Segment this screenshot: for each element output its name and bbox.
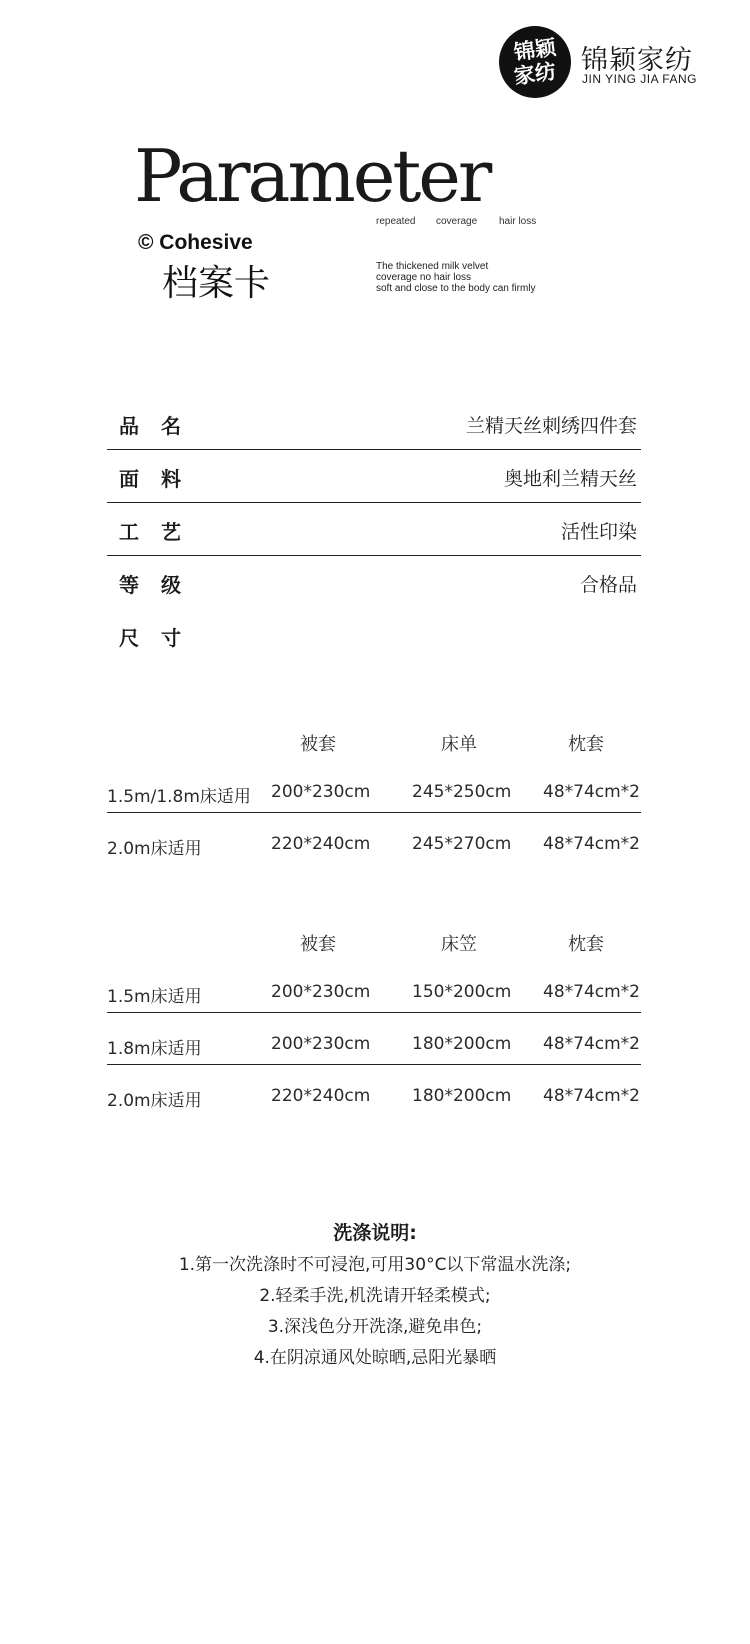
- param-row-name: [107, 396, 641, 450]
- parameter-title: Parameter: [134, 134, 490, 218]
- param-value: 活性印染: [560, 521, 637, 543]
- param-label: 尺寸: [119, 626, 203, 650]
- table-cell: 150*200cm: [412, 982, 512, 1002]
- archive-card-title: 档案卡: [162, 263, 271, 304]
- brand-seal-logo: [499, 26, 571, 98]
- table-cell: 220*240cm: [271, 834, 371, 854]
- param-value: 奥地利兰精天丝: [503, 468, 637, 490]
- table-cell: 48*74cm*2: [543, 782, 640, 802]
- table-cell: 200*230cm: [271, 1034, 371, 1054]
- table-divider: [107, 1064, 641, 1065]
- care-line-2: 2.轻柔手洗,机洗请开轻柔模式;: [259, 1286, 491, 1306]
- table-cell: 48*74cm*2: [543, 982, 640, 1002]
- care-line-4: 4.在阴凉通风处晾晒,忌阳光暴晒: [253, 1348, 497, 1368]
- table-cell: 200*230cm: [271, 982, 371, 1002]
- keyword-repeated: repeated: [376, 216, 416, 227]
- table-cell: 245*250cm: [412, 782, 512, 802]
- param-row-fabric: [107, 449, 641, 503]
- table-row-label: 1.5m/1.8m床适用: [107, 787, 251, 807]
- table-header-fitted-sheet: 床笠: [441, 934, 477, 955]
- brand-name-en: JIN YING JIA FANG: [582, 72, 697, 86]
- param-value: 合格品: [579, 574, 637, 596]
- table-row-label: 2.0m床适用: [107, 1091, 202, 1111]
- table-divider: [107, 1012, 641, 1013]
- table-row-label: 2.0m床适用: [107, 839, 202, 859]
- seal-text-top: 锦颖: [512, 34, 558, 65]
- care-line-3: 3.深浅色分开洗涤,避免串色;: [267, 1317, 483, 1337]
- table-header-duvet: 被套: [300, 934, 336, 955]
- table-header-sheet: 床单: [441, 734, 477, 755]
- param-label: 工艺: [119, 520, 203, 544]
- care-line-1: 1.第一次洗涤时不可浸泡,可用30°C以下常温水洗涤;: [178, 1255, 572, 1275]
- seal-text-bottom: 家纺: [512, 58, 558, 89]
- table-cell: 48*74cm*2: [543, 1034, 640, 1054]
- product-blurb: [376, 261, 596, 294]
- care-instructions-title: 洗涤说明:: [333, 1222, 417, 1244]
- param-label: 等级: [119, 573, 203, 597]
- param-row-grade: [107, 555, 641, 608]
- blurb-line-3: soft and close to the body can firmly: [376, 283, 536, 294]
- param-label: 品名: [119, 414, 203, 438]
- param-row-process: [107, 502, 641, 556]
- table-header-pillowcase: 枕套: [568, 734, 604, 755]
- table-header-pillowcase: 枕套: [568, 934, 604, 955]
- keyword-hair-loss: hair loss: [499, 216, 537, 227]
- keyword-coverage: coverage: [436, 216, 478, 227]
- size-table-flat-sheet: [107, 720, 641, 860]
- param-label: 面料: [119, 467, 203, 491]
- table-divider: [107, 812, 641, 813]
- param-row-size: [107, 608, 641, 661]
- size-table-fitted-sheet: [107, 920, 641, 1111]
- param-value: 兰精天丝刺绣四件套: [465, 415, 637, 437]
- table-row-label: 1.8m床适用: [107, 1039, 202, 1059]
- brand-name-cn: 锦颖家纺: [581, 45, 693, 76]
- table-cell: 245*270cm: [412, 834, 512, 854]
- table-cell: 48*74cm*2: [543, 1086, 640, 1106]
- table-cell: 48*74cm*2: [543, 834, 640, 854]
- table-cell: 180*200cm: [412, 1086, 512, 1106]
- cohesive-label: © Cohesive: [138, 231, 253, 254]
- table-cell: 180*200cm: [412, 1034, 512, 1054]
- blurb-line-1: The thickened milk velvet: [376, 261, 489, 272]
- table-row-label: 1.5m床适用: [107, 987, 202, 1007]
- blurb-line-2: coverage no hair loss: [376, 272, 472, 283]
- table-header-duvet: 被套: [300, 734, 336, 755]
- table-cell: 200*230cm: [271, 782, 371, 802]
- table-cell: 220*240cm: [271, 1086, 371, 1106]
